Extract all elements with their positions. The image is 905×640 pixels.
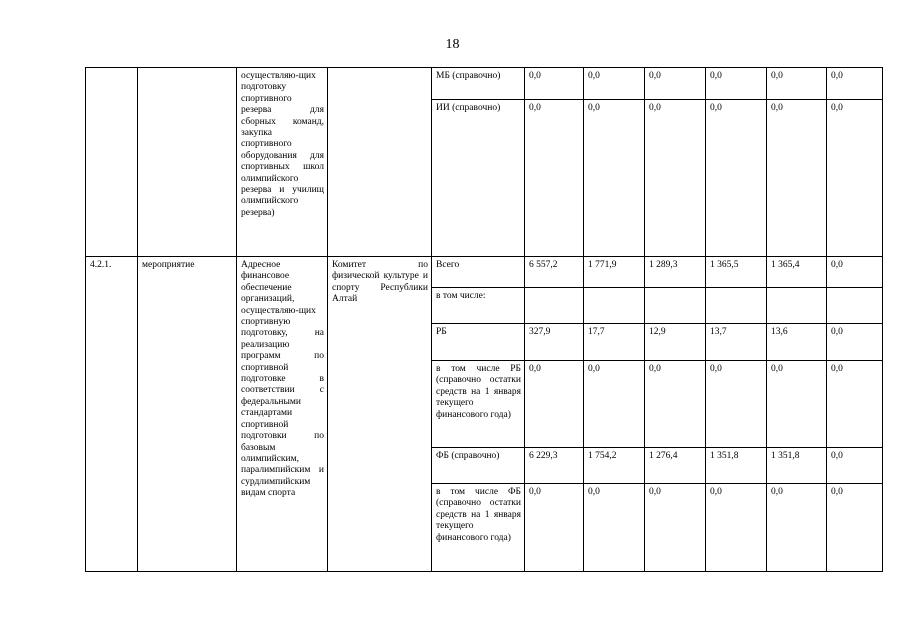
item-description: Адресное финансовое обеспечение организаций, осуществляю-щих спортивную подготовку, на реализацию программ по спортивной подготовке в соответствии с федеральными стандартами спортивной подготовки по базовым олимпийским, паралимпийским и сурдлимпийским видам спорта: [237, 257, 328, 572]
value-cell: 13,6: [767, 324, 827, 361]
value-cell: 0,0: [827, 484, 883, 572]
value-cell: [525, 288, 584, 324]
value-cell: 0,0: [706, 68, 767, 100]
value-cell: [645, 288, 706, 324]
value-cell: [584, 288, 645, 324]
value-cell: 0,0: [706, 484, 767, 572]
value-cell: 0,0: [584, 484, 645, 572]
value-cell: 327,9: [525, 324, 584, 361]
value-cell: 0,0: [525, 484, 584, 572]
value-cell: 0,0: [706, 361, 767, 448]
type-cell-empty: [138, 68, 237, 257]
value-cell: 0,0: [525, 361, 584, 448]
value-cell: 13,7: [706, 324, 767, 361]
number-cell-empty: [86, 68, 138, 257]
source-label: в том числе РБ (справочно остатки средств на 1 января текущего финансового года): [432, 361, 525, 448]
value-cell: 0,0: [584, 361, 645, 448]
value-cell: 0,0: [645, 361, 706, 448]
page-number: 18: [445, 37, 460, 52]
value-cell: 1 289,3: [645, 257, 706, 288]
description-continued: осуществляю-щих подготовку спортивного резерва для сборных команд, закупка спортивного оборудования для спортивных школ олимпийского резерва и училищ олимпийского резерва): [237, 68, 328, 257]
item-number: 4.2.1.: [86, 257, 138, 572]
value-cell: 0,0: [706, 100, 767, 257]
source-label: в том числе ФБ (справочно остатки средств на 1 января текущего финансового года): [432, 484, 525, 572]
value-cell: 1 351,8: [767, 448, 827, 484]
value-cell: 6 557,2: [525, 257, 584, 288]
value-cell: 17,7: [584, 324, 645, 361]
value-cell: [827, 288, 883, 324]
value-cell: 0,0: [827, 448, 883, 484]
value-cell: 0,0: [645, 484, 706, 572]
value-cell: 0,0: [827, 324, 883, 361]
source-label: РБ: [432, 324, 525, 361]
value-cell: 12,9: [645, 324, 706, 361]
value-cell: 0,0: [525, 68, 584, 100]
source-label: ИИ (справочно): [432, 100, 525, 257]
source-label: МБ (справочно): [432, 68, 525, 100]
value-cell: 1 276,4: [645, 448, 706, 484]
source-label: в том числе:: [432, 288, 525, 324]
value-cell: 0,0: [827, 361, 883, 448]
value-cell: 1 754,2: [584, 448, 645, 484]
source-label: Всего: [432, 257, 525, 288]
value-cell: 0,0: [827, 257, 883, 288]
value-cell: 0,0: [767, 68, 827, 100]
value-cell: 6 229,3: [525, 448, 584, 484]
value-cell: 0,0: [584, 68, 645, 100]
source-label: ФБ (справочно): [432, 448, 525, 484]
value-cell: 0,0: [767, 484, 827, 572]
value-cell: 0,0: [525, 100, 584, 257]
value-cell: 0,0: [645, 68, 706, 100]
value-cell: 1 365,4: [767, 257, 827, 288]
value-cell: [767, 288, 827, 324]
value-cell: 0,0: [767, 100, 827, 257]
value-cell: 0,0: [827, 100, 883, 257]
value-cell: 0,0: [584, 100, 645, 257]
value-cell: 1 351,8: [706, 448, 767, 484]
budget-table: [85, 67, 883, 572]
value-cell: 0,0: [827, 68, 883, 100]
value-cell: 0,0: [645, 100, 706, 257]
value-cell: [706, 288, 767, 324]
item-executor: Комитет по физической культуре и спорту Республики Алтай: [328, 257, 432, 572]
table-row: [86, 68, 883, 100]
value-cell: 0,0: [767, 361, 827, 448]
value-cell: 1 771,9: [584, 257, 645, 288]
executor-cell-empty: [328, 68, 432, 257]
table-row: [86, 257, 883, 288]
value-cell: 1 365,5: [706, 257, 767, 288]
item-type: мероприятие: [138, 257, 237, 572]
